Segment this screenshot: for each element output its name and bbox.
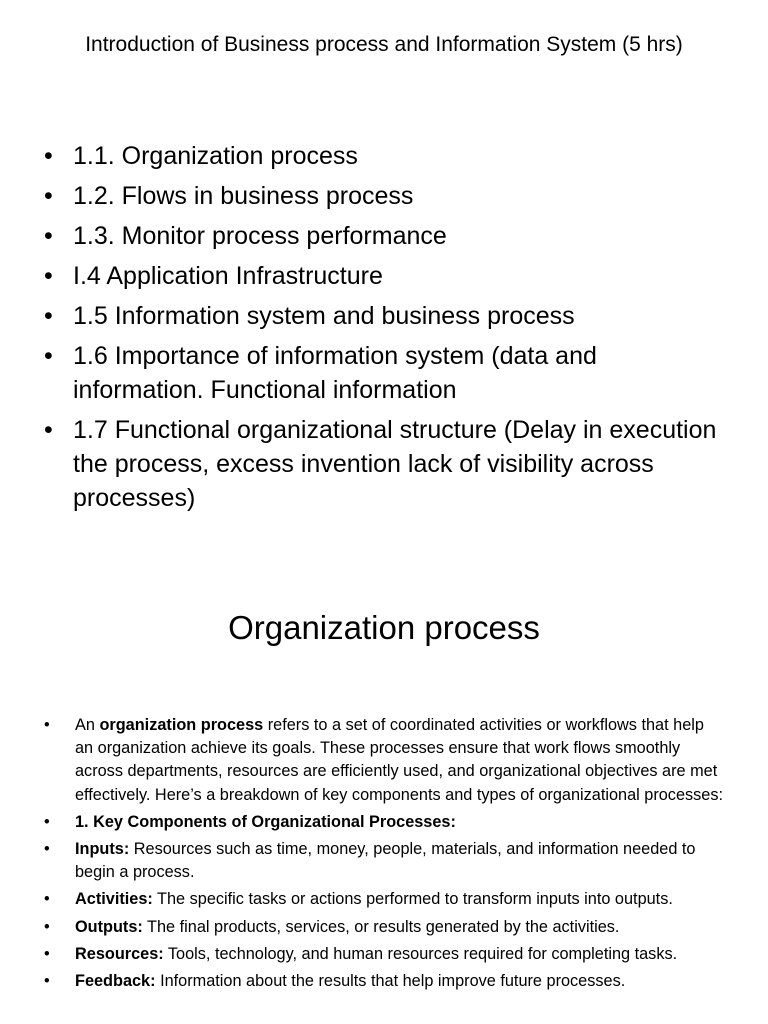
detail-list (44, 714, 726, 997)
outline-item (44, 413, 734, 515)
outline-item-text: 1.2. Flows in business process (73, 182, 414, 210)
bullet-icon: • (44, 812, 50, 831)
intro-term: organization process (99, 716, 264, 734)
outline-item-text: I.4 Application Infrastructure (73, 262, 383, 290)
component-term: Inputs: (75, 840, 130, 859)
component-text: Tools, technology, and human resources required for completing tasks. (163, 944, 678, 963)
component-term: Resources: (75, 944, 164, 963)
bullet-icon: • (44, 302, 53, 330)
outline-item (44, 339, 734, 407)
bullet-icon: • (44, 416, 53, 444)
intro-paragraph (44, 714, 726, 807)
components-heading (44, 811, 726, 834)
component-text: The final products, services, or results generated by the activities. (142, 917, 620, 936)
component-text: The specific tasks or actions performed to transform inputs into outputs. (152, 890, 673, 909)
components-heading-text: 1. Key Components of Organizational Processes: (75, 812, 456, 831)
component-item (44, 943, 726, 966)
bullet-icon: • (44, 917, 50, 936)
component-text: Information about the results that help improve future processes. (155, 972, 626, 991)
bullet-icon: • (44, 840, 50, 859)
component-item (44, 838, 726, 884)
outline-item (44, 139, 734, 173)
bullet-icon: • (44, 716, 50, 734)
component-item (44, 970, 726, 993)
component-term: Activities: (75, 890, 153, 909)
bullet-icon: • (44, 972, 50, 991)
outline-item (44, 299, 734, 333)
slide-title: Introduction of Business process and Information System (5 hrs) (85, 33, 683, 56)
bullet-icon: • (44, 342, 53, 370)
bullet-icon: • (44, 944, 50, 963)
component-text: Resources such as time, money, people, materials, and information needed to begin a process. (75, 840, 696, 882)
topic-outline (44, 139, 734, 521)
component-item (44, 916, 726, 939)
outline-item (44, 259, 734, 293)
bullet-icon: • (44, 890, 50, 909)
bullet-icon: • (44, 142, 53, 170)
component-item (44, 888, 726, 911)
outline-item-text: 1.1. Organization process (73, 142, 358, 170)
outline-item-text: 1.3. Monitor process performance (73, 222, 447, 250)
bullet-icon: • (44, 262, 53, 290)
component-term: Outputs: (75, 917, 143, 936)
outline-item (44, 179, 734, 213)
section-title: Organization process (228, 609, 540, 646)
bullet-icon: • (44, 182, 53, 210)
component-term: Feedback: (75, 972, 156, 991)
outline-item (44, 219, 734, 253)
outline-item-text: 1.7 Functional organizational structure (Delay in execution the process, excess invention lack of visibility across processes) (73, 416, 717, 512)
intro-pre: An (75, 716, 100, 734)
bullet-icon: • (44, 222, 53, 250)
outline-item-text: 1.5 Information system and business process (73, 302, 575, 330)
intro-post: refers to a set of coordinated activities or workflows that help an organization achieve its goals. These processes ensure that work flows smoothly across departments, resources are efficiently used, and organizational objectives are met effectively. Here’s a breakdown of key components and types of organizational processes: (75, 716, 723, 804)
outline-item-text: 1.6 Importance of information system (data and information. Functional information (73, 342, 597, 404)
